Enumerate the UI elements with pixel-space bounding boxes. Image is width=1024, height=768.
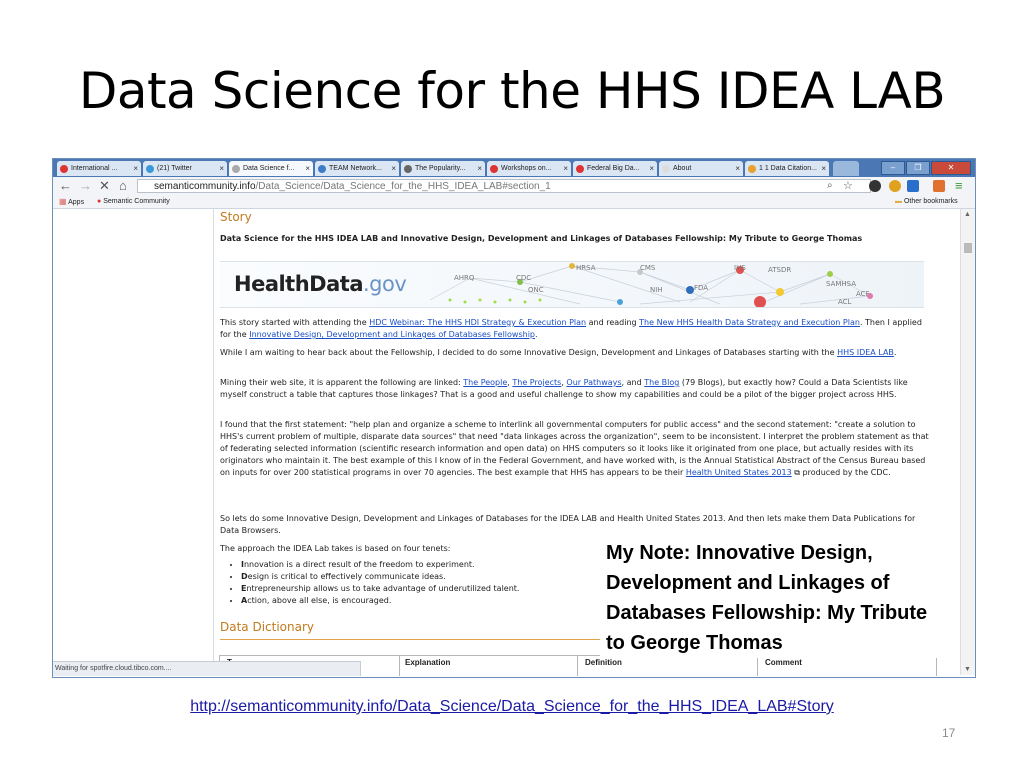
forward-icon[interactable]: → <box>79 178 92 193</box>
paragraph-4 <box>220 419 932 479</box>
graph-node-label: ACF <box>856 290 870 298</box>
text: This story started with attending the <box>220 318 370 327</box>
data-dictionary-heading: Data Dictionary <box>220 620 315 634</box>
paragraph-2 <box>220 347 932 359</box>
table-header: Definition <box>585 658 622 667</box>
slide-title: Data Science for the HHS IDEA LAB <box>78 62 946 120</box>
health-united-states-link[interactable]: Health United States 2013 <box>685 468 792 477</box>
close-icon[interactable]: × <box>649 164 654 173</box>
tab-label: About <box>673 165 692 172</box>
logo-main: HealthData <box>234 272 363 296</box>
stop-icon[interactable]: ✕ <box>99 178 110 193</box>
table-divider <box>936 656 937 676</box>
our-pathways-link[interactable]: Our Pathways <box>566 378 622 387</box>
bookmark-label: Other bookmarks <box>903 198 958 205</box>
extension-icon[interactable] <box>933 180 945 192</box>
menu-icon[interactable]: ≡ <box>955 178 963 193</box>
tenet-initial: E <box>241 584 247 593</box>
tab-favicon <box>60 165 68 173</box>
bookmark-label: Semantic Community <box>103 198 170 205</box>
healthdata-logo <box>234 272 407 296</box>
footer-url-link[interactable]: http://semanticommunity.info/Data_Science/Data_Science_for_the_HHS_IDEA_LAB#Story <box>190 698 834 715</box>
text: Mining their web site, it is apparent the following are linked: <box>220 378 464 387</box>
hdc-webinar-link[interactable]: HDC Webinar: The HHS HDI Strategy & Execution Plan <box>369 318 587 327</box>
text: . <box>535 330 538 339</box>
tab-label: TEAM Network... <box>329 165 382 172</box>
apps-grid-icon: ▦ <box>59 197 67 206</box>
home-icon[interactable]: ⌂ <box>119 178 127 193</box>
table-divider <box>577 656 578 676</box>
close-window-icon[interactable]: ✕ <box>931 161 971 175</box>
table-divider <box>399 656 400 676</box>
page-icon <box>662 165 670 173</box>
tenet-initial: A <box>241 596 248 605</box>
star-icon[interactable]: ☆ <box>843 180 853 192</box>
tab-label: Federal Big Da... <box>587 165 640 172</box>
tab-twitter[interactable] <box>143 161 227 176</box>
tenet-text: nnovation is a direct result of the freedom to experiment. <box>243 560 475 569</box>
graph-node-label: SAMHSA <box>826 280 857 288</box>
text: While I am waiting to hear back about the Fellowship, I decided to do some Innovative Design, Development and Linkages of Databases starting with the <box>220 348 838 357</box>
close-icon[interactable]: × <box>477 164 482 173</box>
tab-label: Data Science f... <box>243 165 295 172</box>
graph-node-label: AHRQ <box>454 274 475 282</box>
close-icon[interactable]: × <box>391 164 396 173</box>
graph-node-label: IHS <box>734 264 746 272</box>
vertical-scrollbar[interactable] <box>960 209 975 675</box>
tenet-text: esign is critical to effectively communicate ideas. <box>247 572 446 581</box>
search-icon[interactable]: ⌕ <box>827 180 833 191</box>
tab-team-network[interactable] <box>315 161 399 176</box>
wordpress-icon <box>404 165 412 173</box>
text: . <box>893 348 897 357</box>
tab-strip <box>53 159 975 177</box>
paragraph-1 <box>220 317 932 341</box>
extension-icon[interactable] <box>889 180 901 192</box>
fellowship-link[interactable]: Innovative Design, Development and Linkages of Databases Fellowship <box>249 330 536 339</box>
tenet-initial: D <box>241 572 248 581</box>
external-link-icon: ⧉ <box>791 468 800 477</box>
table-header: Explanation <box>405 658 451 667</box>
apps-bookmark[interactable] <box>59 195 84 209</box>
story-title: Data Science for the HHS IDEA LAB and Innovative Design, Development and Linkages of Databases Fellowship: My Tribute to George Thomas <box>220 234 863 243</box>
list-item <box>241 571 621 583</box>
tab-favicon <box>318 165 326 173</box>
twitter-icon <box>146 165 154 173</box>
text: . Then I applied for the <box>220 318 922 339</box>
tab-about[interactable] <box>659 161 743 176</box>
tab-label: International ... <box>71 165 118 172</box>
graph-node-label: ATSDR <box>768 266 792 274</box>
text: (79 Blogs), but exactly how? Could a Data Scientists like myself construct a table that captures those linkages? That is a good and useful challenge to show my capabilities and could be a pilot of the bigger project across HHS. <box>220 378 908 399</box>
extension-icon[interactable] <box>907 180 919 192</box>
page-sidebar <box>53 209 214 661</box>
the-projects-link[interactable]: The Projects <box>512 378 562 387</box>
window-controls <box>881 161 971 175</box>
status-bar: Waiting for spotfire.cloud.tibco.com.... <box>53 661 361 676</box>
tab-popularity[interactable] <box>401 161 485 176</box>
logo-suffix: .gov <box>363 272 407 296</box>
tab-favicon <box>748 165 756 173</box>
text: produced by the CDC. <box>799 468 891 477</box>
page-number: 17 <box>942 726 956 740</box>
url-path: /Data_Science/Data_Science_for_the_HHS_IDEA_LAB#section_1 <box>255 181 551 192</box>
paragraph-5: So lets do some Innovative Design, Development and Linkages of Databases for the IDEA LAB and Health United States 2013. And then lets make them Data Publications for Data Browsers. <box>220 514 916 535</box>
the-blog-link[interactable]: The Blog <box>644 378 680 387</box>
paragraph-3: Mining their web site, it is apparent the following are linked: The People, The Projects, Our Pathways, and The Blog (79 Blogs), but exactly how? Could a Data Scientists like myself construct a table that captures those linkages? That is a good and useful challenge to show my capabilities and could be a pilot of the bigger project across HHS. <box>220 378 908 399</box>
tab-label: (21) Twitter <box>157 165 192 172</box>
close-icon[interactable]: × <box>219 164 224 173</box>
hhs-idea-lab-link[interactable]: HHS IDEA LAB <box>837 348 894 357</box>
other-bookmarks[interactable] <box>895 195 958 208</box>
table-header: Comment <box>765 658 802 667</box>
tab-favicon <box>490 165 498 173</box>
tenet-text: ntrepreneurship allows us to take advantage of underutilized talent. <box>246 584 520 593</box>
bookmark-label: Apps <box>68 199 85 206</box>
tab-international[interactable] <box>57 161 141 176</box>
tenets-list <box>229 559 621 607</box>
graph-node-label: ACL <box>838 298 852 306</box>
graph-node-label: CMS <box>640 264 656 272</box>
restore-icon[interactable]: ❐ <box>906 161 930 175</box>
graph-node-label: FDA <box>694 284 709 292</box>
minimize-icon[interactable]: – <box>881 161 905 175</box>
new-tab-button[interactable] <box>833 161 859 176</box>
graph-node-label: ONC <box>528 286 544 294</box>
health-data-strategy-link[interactable]: The New HHS Health Data Strategy and Execution Plan <box>639 318 860 327</box>
close-icon[interactable]: × <box>821 164 826 173</box>
bookmarks-bar <box>53 195 975 209</box>
tenet-text: ction, above all else, is encouraged. <box>247 596 392 605</box>
bookmark-favicon-icon: ● <box>97 198 102 205</box>
graph-node-label: HRSA <box>576 264 596 272</box>
tab-label: The Popularity... <box>415 165 466 172</box>
loading-icon <box>232 165 240 173</box>
text: , and <box>621 378 645 387</box>
address-bar[interactable] <box>137 179 871 193</box>
tab-workshops[interactable] <box>487 161 571 176</box>
back-icon[interactable]: ← <box>59 178 72 193</box>
list-item <box>241 559 621 571</box>
the-people-link[interactable]: The People <box>463 378 508 387</box>
text: I found that the first statement: "help plan and organize a scheme to interlink all governmental computers for public access" and the second statement: "create a solution to HHS's current problem of multiple, disparate data sources" that need "data linkages across the organization", seem to be inconsistent. I interpret the problem statement as that of federating selected information (scientific research information and open data) on HHS computers so it looks like it originated from one place, but actually resides with its originators who maintain it. The best example of this I know of in the Federal Government, and have worked with, is the Annual Statistical Abstract of the Census Bureau based on inputs for over 200 statistical programs in over 70 agencies. The best example that HHS has appears to be their <box>220 420 929 477</box>
list-item <box>241 595 621 607</box>
scroll-thumb[interactable] <box>964 243 972 253</box>
tab-data-science[interactable] <box>229 161 313 176</box>
story-heading: Story <box>220 210 252 224</box>
table-divider <box>757 656 758 676</box>
tab-label: 1 1 Data Citation... <box>759 165 817 172</box>
healthdata-banner <box>220 261 924 308</box>
close-icon[interactable]: × <box>305 164 310 173</box>
close-icon[interactable]: × <box>735 164 740 173</box>
tab-federal-big-data[interactable] <box>573 161 657 176</box>
folder-icon: ▬ <box>895 198 902 205</box>
slide-note: My Note: Innovative Design, Development and Linkages of Databases Fellowship: My Tribute to George Thomas <box>600 538 952 658</box>
tenet-initial: I <box>241 560 244 569</box>
semantic-community-bookmark[interactable] <box>97 195 170 208</box>
close-icon[interactable]: × <box>133 164 138 173</box>
extension-icon[interactable] <box>869 180 881 192</box>
tab-favicon <box>576 165 584 173</box>
scroll-up-icon[interactable]: ▲ <box>964 211 971 218</box>
graph-node-label: CDC <box>516 274 532 282</box>
scroll-down-icon[interactable]: ▼ <box>964 666 971 673</box>
list-item <box>241 583 621 595</box>
graph-node-label: NIH <box>650 286 663 294</box>
close-icon[interactable]: × <box>563 164 568 173</box>
tab-data-citation[interactable] <box>745 161 829 176</box>
paragraph-6: The approach the IDEA Lab takes is based on four tenets: <box>220 544 451 553</box>
text: and reading <box>586 318 640 327</box>
browser-toolbar <box>53 177 975 196</box>
tab-label: Workshops on... <box>501 165 552 172</box>
url-domain: semanticommunity.info <box>154 181 256 192</box>
